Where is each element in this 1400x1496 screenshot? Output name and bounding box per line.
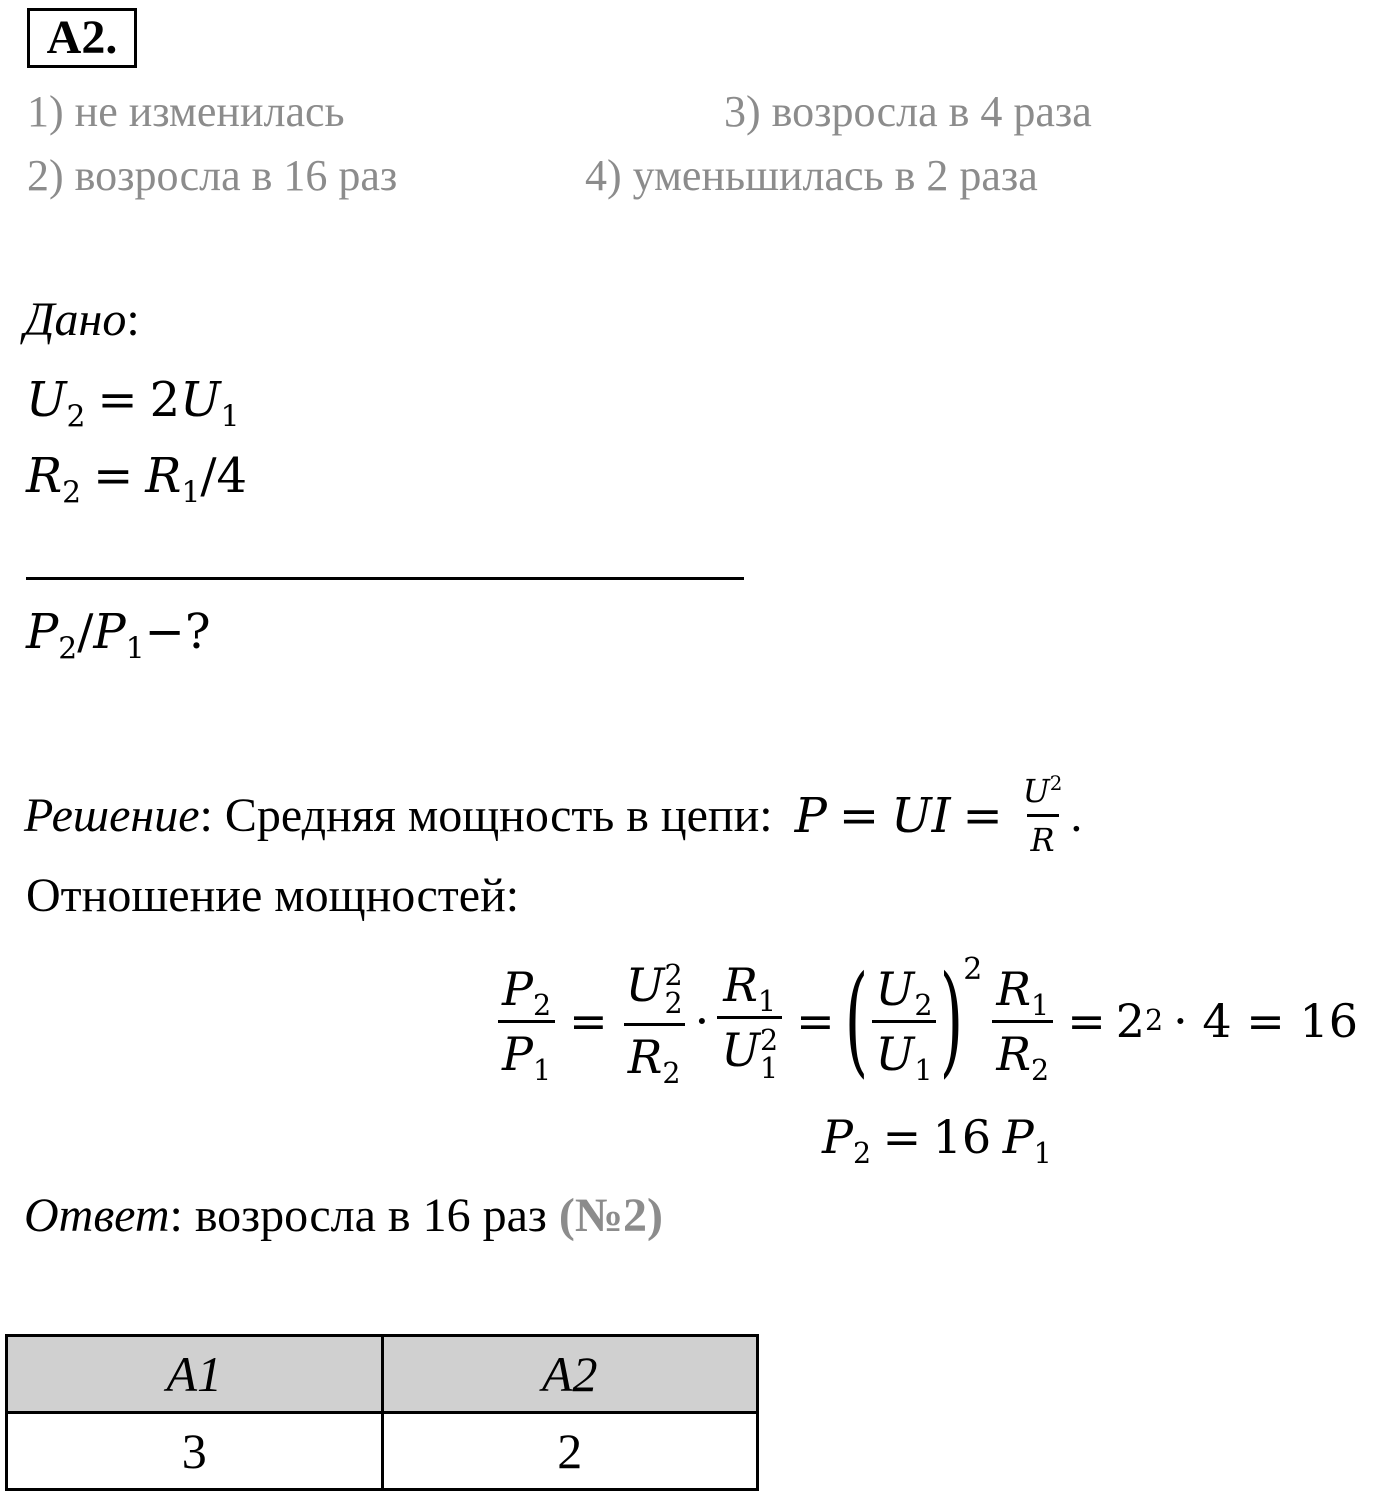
solution-line: Решение : Средняя мощность в цепи: P = UI = $\frac{U^2}{R}$ . — [24, 772, 1083, 859]
task-label: A2. — [27, 8, 137, 68]
given-heading — [24, 292, 140, 347]
option-number: 3) — [724, 87, 761, 136]
option-4 — [585, 150, 1038, 201]
fraction-r1-u1: $R_1$ U 2 1 — [717, 958, 782, 1084]
power-fraction: $\frac{U^2}{R}$ — [1022, 772, 1063, 859]
solution-text: Средняя мощность в цепи: — [212, 789, 785, 842]
given-label: Дано — [24, 293, 127, 346]
ratio-p2-p1: $\frac{P_2}{P_1}$ — [498, 962, 555, 1081]
option-text: уменьшилась в 2 раза — [632, 151, 1038, 200]
table-cell: 3 — [7, 1413, 383, 1490]
fraction-u2-u1: $\frac{U_2}{U_1}$ — [872, 962, 937, 1081]
option-1 — [27, 86, 345, 137]
given-colon: : — [126, 293, 140, 346]
find-line: $P_2/P_1-$? — [26, 604, 211, 667]
fraction-u2-r2: U 2 2 $R_2$ — [625, 958, 683, 1090]
option-3 — [724, 86, 1092, 137]
option-text: возросла в 4 раза — [771, 87, 1092, 136]
option-text: возросла в 16 раз — [74, 151, 398, 200]
fraction-r1-r2: $\frac{R_1}{R_2}$ — [992, 962, 1053, 1081]
option-text: не изменилась — [74, 87, 345, 136]
table-header-row — [7, 1336, 758, 1413]
solution-label: Решение — [24, 789, 200, 842]
answer-table — [5, 1334, 759, 1491]
given-line-voltage: $U_2 = 2U_1$ — [26, 372, 240, 435]
left-paren: ( — [844, 951, 868, 1090]
option-2 — [27, 150, 397, 201]
table-row — [7, 1413, 758, 1490]
ratio-equation: $\frac{P_2}{P_1}$ = U 2 2 $R_2$ · $R_1$ U 2 1 = ( $\frac{U_2}{U_1}$ ) 2 $\frac{R_1}{R_2}$ = 2 2 · 4 = 16 — [494, 948, 1358, 1094]
answer-ref: (№2) — [558, 1189, 664, 1242]
table-header: A1 — [7, 1336, 383, 1413]
option-number: 2) — [27, 151, 64, 200]
answer-label: Ответ — [24, 1189, 170, 1242]
right-paren: ) — [940, 951, 964, 1090]
answer-text: возросла в 16 раз — [182, 1189, 559, 1242]
ratio-heading: Отношение мощностей: — [26, 869, 520, 922]
given-divider — [26, 577, 744, 580]
table-cell: 2 — [382, 1413, 758, 1490]
answer-line: Ответ: возросла в 16 раз (№2) — [24, 1189, 664, 1242]
option-number: 4) — [585, 151, 622, 200]
given-line-resistance: $R_2 = R_1/4$ — [26, 448, 248, 511]
table-header: A2 — [382, 1336, 758, 1413]
result-line: $P_2 = 16$ $P_1$ — [822, 1110, 1052, 1170]
option-number: 1) — [27, 87, 64, 136]
